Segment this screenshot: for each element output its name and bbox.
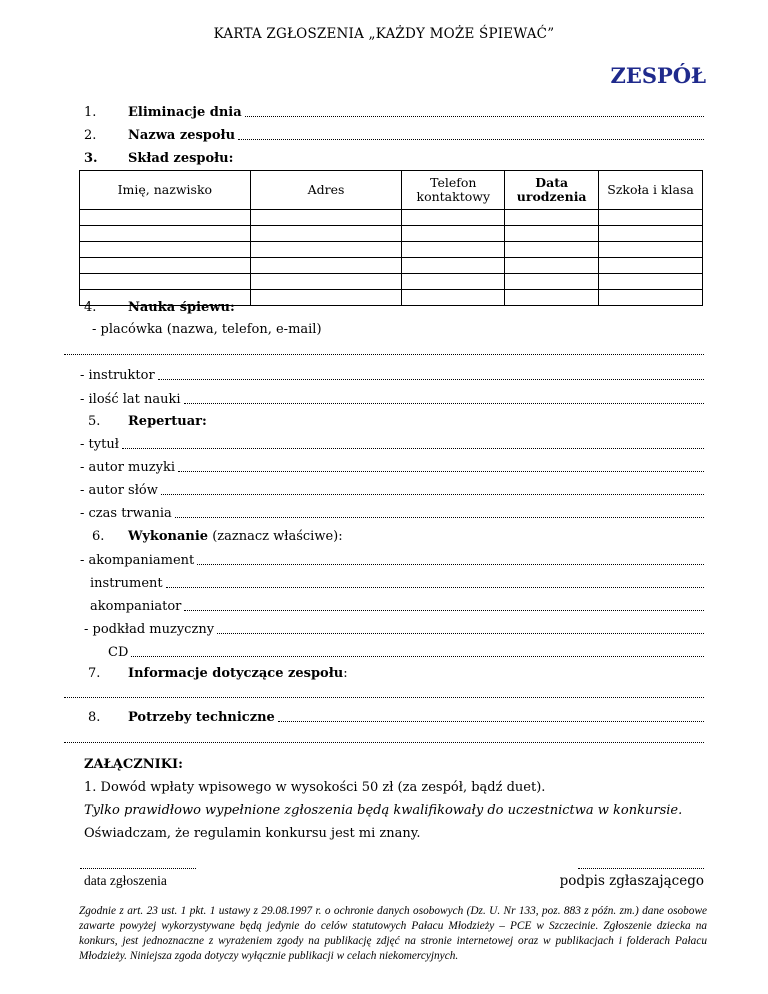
placowka-dotted-line[interactable]	[64, 354, 704, 355]
informacje-label: Informacje dotyczące zespołu	[128, 666, 344, 681]
table-cell[interactable]	[80, 226, 251, 242]
informacje-colon: :	[343, 666, 348, 681]
table-cell[interactable]	[250, 210, 402, 226]
date-signature-line[interactable]	[80, 868, 196, 869]
potrzeby-extra-dotted-line[interactable]	[64, 742, 704, 743]
cd-label: CD	[108, 645, 129, 660]
header-school: Szkoła i klasa	[599, 171, 703, 210]
autor-muzyki-field[interactable]	[80, 460, 704, 475]
autor-slow-field[interactable]	[80, 483, 704, 498]
section-1-number: 1.	[84, 105, 97, 120]
placowka-label: - placówka (nazwa, telefon, e-mail)	[92, 322, 322, 337]
potrzeby-field[interactable]	[128, 710, 704, 725]
table-cell[interactable]	[505, 274, 599, 290]
header-phone: Telefon kontaktowy	[402, 171, 505, 210]
tytul-label: - tytuł	[80, 437, 119, 452]
cd-field[interactable]	[108, 645, 704, 660]
wykonanie-label: Wykonanie	[128, 529, 209, 544]
section-8-number: 8.	[88, 710, 101, 725]
members-table-header	[80, 171, 703, 210]
sklad-zespolu-label: Skład zespołu:	[128, 151, 234, 166]
table-cell[interactable]	[599, 210, 703, 226]
informacje-heading	[128, 666, 348, 681]
czas-trwania-field[interactable]	[80, 506, 704, 521]
akompaniament-field[interactable]	[80, 553, 704, 568]
data-protection-note: Zgodnie z art. 23 ust. 1 pkt. 1 ustawy z 29.08.1997 r. o ochronie danych osobowych (Dz. U. Nr 133, poz. 883 z późn. zm.) dane osobowe zawarte powyżej wykorzystywane będą jedynie do celów statutowych Pałacu Młodzieży – PCE w Szczecinie. Zgłoszenie dziecka na konkurs, jest jednoznaczne z wyrażeniem zgody na publikację zdjęć na stronie internetowej oraz w publikacjach i folderach Pałacu Młodzieży. Niniejsza zgoda dotyczy wyłącznie publikacji w celach niekomercyjnych.	[79, 905, 707, 962]
date-label: data zgłoszenia	[84, 873, 167, 888]
regulamin-statement: Oświadczam, że regulamin konkursu jest mi znany.	[84, 826, 421, 841]
wykonanie-heading	[128, 529, 343, 544]
wykonanie-note: (zaznacz właściwe):	[212, 529, 343, 544]
akompaniament-label: - akompaniament	[80, 553, 195, 568]
table-cell[interactable]	[402, 242, 505, 258]
signature-line[interactable]	[578, 868, 704, 869]
table-cell[interactable]	[599, 226, 703, 242]
section-3-number: 3.	[84, 151, 98, 166]
table-cell[interactable]	[599, 290, 703, 306]
potrzeby-label: Potrzeby techniczne	[128, 710, 275, 725]
table-cell[interactable]	[505, 290, 599, 306]
table-cell[interactable]	[505, 210, 599, 226]
podklad-label: - podkład muzyczny	[84, 622, 215, 637]
table-row	[80, 242, 703, 258]
table-cell[interactable]	[402, 274, 505, 290]
ilosc-lat-field[interactable]	[80, 392, 704, 407]
instrument-field[interactable]	[90, 576, 704, 591]
zalaczniki-heading: ZAŁĄCZNIKI:	[84, 757, 183, 772]
table-cell[interactable]	[80, 274, 251, 290]
instrument-dotted-line	[166, 586, 704, 588]
table-row	[80, 274, 703, 290]
notice-text: Tylko prawidłowo wypełnione zgłoszenia będą kwalifikowały do uczestnictwa w konkursie.	[84, 803, 683, 818]
table-cell[interactable]	[402, 210, 505, 226]
akompaniator-label: akompaniator	[90, 599, 182, 614]
czas-trwania-label: - czas trwania	[80, 506, 172, 521]
table-cell[interactable]	[250, 274, 402, 290]
akompaniator-field[interactable]	[90, 599, 704, 614]
section-5-number: 5.	[88, 414, 101, 429]
zalacznik-item-1: 1. Dowód wpłaty wpisowego w wysokości 50 zł (za zespół, bądź duet).	[84, 780, 546, 795]
header-address: Adres	[250, 171, 402, 210]
instrument-label: instrument	[90, 576, 163, 591]
table-cell[interactable]	[250, 258, 402, 274]
table-cell[interactable]	[599, 274, 703, 290]
podklad-dotted-line	[217, 632, 704, 634]
potrzeby-dotted-line	[278, 720, 704, 722]
tytul-dotted-line	[122, 447, 704, 449]
table-cell[interactable]	[250, 226, 402, 242]
nazwa-zespolu-dotted-line	[238, 138, 704, 140]
table-cell[interactable]	[80, 210, 251, 226]
akompaniament-dotted-line	[197, 563, 704, 565]
table-row	[80, 210, 703, 226]
table-cell[interactable]	[80, 242, 251, 258]
akompaniator-dotted-line	[184, 609, 704, 611]
header-name: Imię, nazwisko	[80, 171, 251, 210]
table-cell[interactable]	[505, 258, 599, 274]
table-cell[interactable]	[599, 242, 703, 258]
autor-muzyki-dotted-line	[178, 470, 704, 472]
section-7-number: 7.	[88, 666, 101, 681]
nauka-spiewu-label: Nauka śpiewu:	[128, 300, 235, 315]
repertuar-label: Repertuar:	[128, 414, 207, 429]
members-table	[79, 170, 703, 306]
header-birthdate: Data urodzenia	[505, 171, 599, 210]
autor-slow-label: - autor słów	[80, 483, 158, 498]
table-cell[interactable]	[80, 258, 251, 274]
ilosc-lat-label: - ilość lat nauki	[80, 392, 181, 407]
instruktor-label: - instruktor	[80, 368, 155, 383]
section-6-number: 6.	[92, 529, 105, 544]
ilosc-lat-dotted-line	[184, 402, 704, 404]
table-row	[80, 226, 703, 242]
section-4-number: 4.	[84, 300, 97, 315]
instruktor-dotted-line	[158, 378, 704, 380]
table-cell[interactable]	[402, 258, 505, 274]
czas-trwania-dotted-line	[175, 516, 704, 518]
category-heading: ZESPÓŁ	[610, 63, 706, 88]
instruktor-field[interactable]	[80, 368, 704, 383]
table-cell[interactable]	[250, 290, 402, 306]
table-cell[interactable]	[402, 226, 505, 242]
table-cell[interactable]	[402, 290, 505, 306]
section-2-number: 2.	[84, 128, 97, 143]
eliminacje-label: Eliminacje dnia	[128, 105, 242, 120]
eliminacje-dotted-line	[245, 115, 704, 117]
podklad-field[interactable]	[84, 622, 704, 637]
table-cell[interactable]	[599, 258, 703, 274]
table-cell[interactable]	[505, 226, 599, 242]
tytul-field[interactable]	[80, 437, 704, 452]
table-cell[interactable]	[250, 242, 402, 258]
eliminacje-field[interactable]	[128, 105, 704, 120]
autor-muzyki-label: - autor muzyki	[80, 460, 175, 475]
form-title: KARTA ZGŁOSZENIA „KAŻDY MOŻE ŚPIEWAĆ”	[213, 26, 555, 42]
nazwa-zespolu-label: Nazwa zespołu	[128, 128, 236, 143]
cd-dotted-line	[131, 655, 704, 657]
table-cell[interactable]	[505, 242, 599, 258]
signature-label: podpis zgłaszającego	[559, 873, 704, 889]
autor-slow-dotted-line	[161, 493, 704, 495]
nazwa-zespolu-field[interactable]	[128, 128, 704, 143]
table-row	[80, 258, 703, 274]
informacje-dotted-line[interactable]	[64, 697, 704, 698]
